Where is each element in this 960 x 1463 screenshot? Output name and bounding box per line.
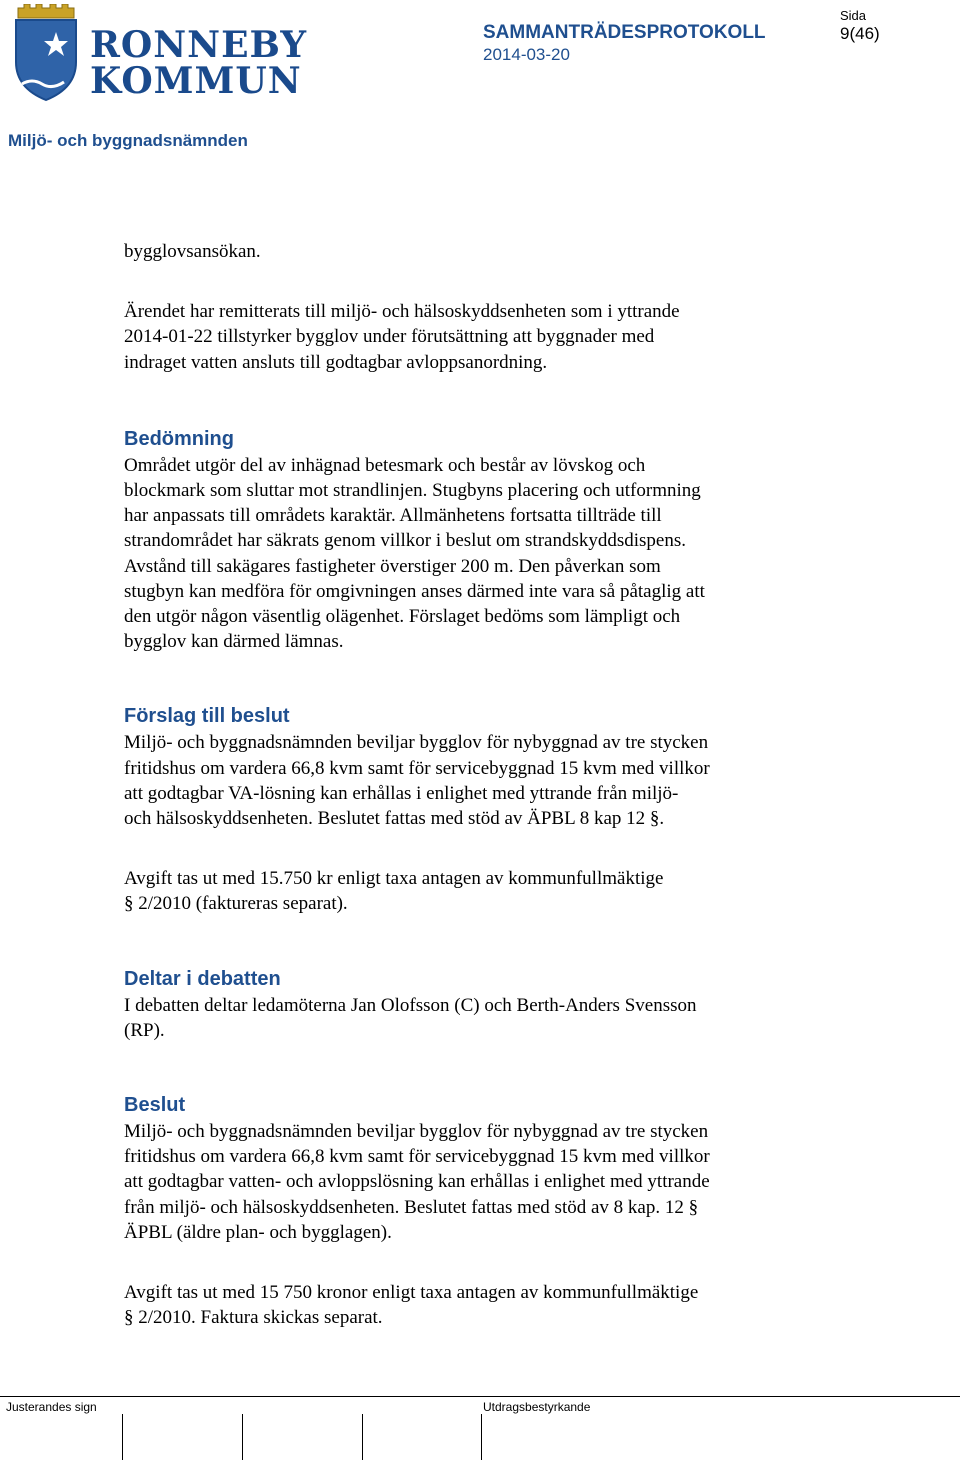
paragraph-deltar: I debatten deltar ledamöterna Jan Olofsson (C) och Berth-Anders Svensson (RP). (124, 994, 697, 1041)
signature-box-divider (481, 1414, 482, 1460)
heading-beslut: Beslut (124, 1094, 186, 1117)
footer-divider (0, 1396, 960, 1397)
signature-box-divider (242, 1414, 243, 1460)
paragraph-forslag: Miljö- och byggnadsnämnden beviljar bygglov för nybyggnad av tre stycken fritidshus om vardera 66,8 kvm samt för servicebyggnad 15 kvm med villkor att godtagbar VA-lösning kan erhållas i enlighet med yttrande från miljö- och hälsoskyddsenheten. Beslutet fattas med stöd av ÄPBL 8 kap 12 §. (124, 732, 710, 830)
justerandes-sign-label: Justerandes sign (6, 1400, 97, 1414)
utdragsbestyrkande-label: Utdragsbestyrkande (483, 1400, 591, 1414)
logo-text-line2: KOMMUN (90, 60, 302, 102)
municipality-logo (12, 4, 308, 104)
page-label: Sida (840, 8, 867, 23)
document-title: SAMMANTRÄDESPROTOKOLL (483, 22, 766, 43)
signature-box-divider (362, 1414, 363, 1460)
committee-name: Miljö- och byggnadsnämnden (8, 131, 248, 150)
logo-text-line1: RONNEBY (90, 24, 308, 66)
protocol-body (124, 239, 924, 1330)
paragraph-beslut: Miljö- och byggnadsnämnden beviljar bygglov för nybyggnad av tre stycken fritidshus om vardera 66,8 kvm samt för servicebyggnad 15 kvm med villkor att godtagbar vatten- och avloppslösning kan erhållas i enlighet med yttrande från miljö- och hälsoskyddsenheten. Beslutet fattas med stöd av 8 kap. 12 § ÄPBL (äldre plan- och bygglagen). (124, 1121, 710, 1243)
paragraph-continuation: bygglovsansökan. (124, 241, 261, 262)
signature-box-divider (122, 1414, 123, 1460)
heading-bedomning: Bedömning (124, 427, 234, 450)
municipal-crest-icon (12, 4, 80, 104)
heading-forslag: Förslag till beslut (124, 705, 290, 728)
document-date: 2014-03-20 (483, 45, 570, 64)
paragraph-beslut-avgift: Avgift tas ut med 15 750 kronor enligt taxa antagen av kommunfullmäktige § 2/2010. Faktura skickas separat. (124, 1282, 699, 1329)
heading-deltar: Deltar i debatten (124, 967, 281, 990)
paragraph-remiss: Ärendet har remitterats till miljö- och hälsoskyddsenheten som i yttrande 2014-01-22 tillstyrker bygglov under förutsättning att byggnader med indraget vatten ansluts till godtagbar avloppsanordning. (124, 301, 680, 373)
paragraph-bedomning: Området utgör del av inhägnad betesmark och består av lövskog och blockmark som sluttar mot strandlinjen. Stugbyns placering och utformning har anpassats till områdets karaktär. Allmänhetens fortsatta tillträde till strandområdet har säkrats genom villkor i beslut om strandskyddsdispens. Avstånd till sakägares fastigheter överstiger 200 m. Den påverkan som stugbyn kan medföra för omgivningen anses därmed inte vara så påtaglig att den utgör någon väsentlig olägenhet. Förslaget bedöms som lämpligt och bygglov kan därmed lämnas. (124, 454, 705, 653)
paragraph-forslag-avgift: Avgift tas ut med 15.750 kr enligt taxa antagen av kommunfullmäktige § 2/2010 (faktureras separat). (124, 868, 664, 915)
page-number: 9(46) (840, 24, 880, 43)
